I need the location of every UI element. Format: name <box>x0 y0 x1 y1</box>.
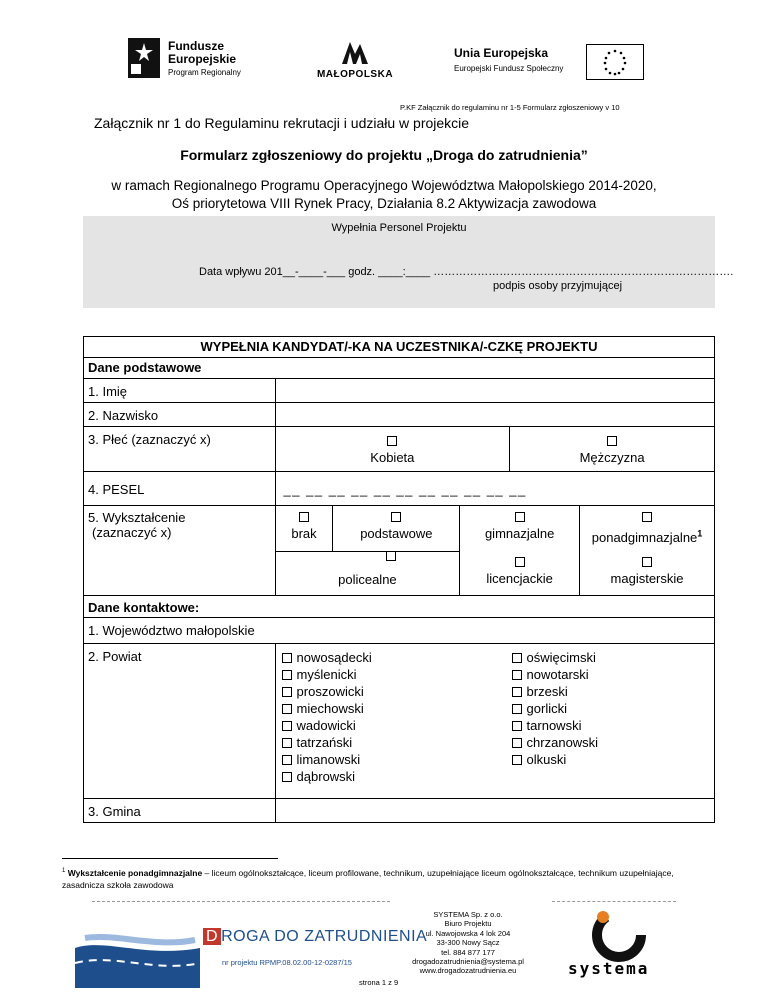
municipality-field[interactable] <box>275 798 714 822</box>
checkbox-edu-none[interactable] <box>299 512 309 522</box>
edu-post-secondary-label: policealne <box>338 571 397 587</box>
road-graphic-icon <box>75 918 200 988</box>
logo-fundusze-europejskie <box>128 38 268 80</box>
sex-female-label: Kobieta <box>370 450 415 465</box>
staff-box-title: Wypełnia Personel Projektu <box>331 222 467 234</box>
county-label-text: nowosądecki <box>296 649 372 665</box>
first-name-label: 1. Imię <box>84 379 276 403</box>
company-line: www.drogadozatrudnienia.eu <box>419 966 517 976</box>
logo-malopolska <box>310 40 400 80</box>
program-line-1: w ramach Regionalnego Programu Operacyjnego Województwa Małopolskiego 2014-2020, <box>111 178 657 193</box>
county-label-text: oświęcimski <box>526 649 596 665</box>
edu-gymnasium-option[interactable] <box>460 506 580 552</box>
county-checkbox[interactable] <box>282 772 292 782</box>
county-label: 2. Powiat <box>84 643 276 798</box>
edu-post-secondary-checkbox-overlay <box>0 0 1 1</box>
pesel-field[interactable]: __ __ __ __ __ __ __ __ __ __ __ <box>275 472 714 506</box>
county-label-text: olkuski <box>526 751 567 767</box>
county-label-text: nowotarski <box>526 666 589 682</box>
sex-female-option[interactable] <box>275 427 510 472</box>
edu-none-option[interactable] <box>275 506 333 552</box>
fe-line2: Europejskie <box>168 52 237 66</box>
signature-label: podpis osoby przyjmującej <box>493 280 623 292</box>
county-checkbox[interactable] <box>512 653 522 663</box>
footnote-ref: 1 <box>697 529 703 539</box>
last-name-field[interactable] <box>275 403 714 427</box>
checkbox-edu-gymnasium[interactable] <box>515 512 525 522</box>
footer-rule-left <box>92 901 390 902</box>
edu-bachelor-label: licencjackie <box>486 571 553 587</box>
fe-line1: Fundusze <box>168 39 224 53</box>
attachment-title: Załącznik nr 1 do Regulaminu rekrutacji i udziału w projekcie <box>94 115 470 131</box>
company-address <box>398 910 538 976</box>
checkbox-edu-upper[interactable] <box>642 512 652 522</box>
checkbox-edu-bachelor[interactable] <box>515 557 525 567</box>
project-logo-text: ROGA DO ZATRUDNIENIA <box>221 928 428 945</box>
section-basic-data: Dane podstawowe <box>84 358 715 379</box>
checkbox-male[interactable] <box>607 436 617 446</box>
county-option[interactable] <box>282 666 372 683</box>
county-option[interactable] <box>282 649 372 666</box>
county-checkbox[interactable] <box>282 738 292 748</box>
county-checkbox[interactable] <box>282 687 292 697</box>
county-label-text: wadowicki <box>296 717 356 733</box>
county-label-text: gorlicki <box>526 700 568 716</box>
county-checkbox[interactable] <box>512 755 522 765</box>
footnote-rule <box>62 858 278 859</box>
county-checkbox[interactable] <box>282 721 292 731</box>
intake-date-field[interactable]: Data wpływu 201__-____-___ godz. ____:____ ………………………………………………………………………. <box>199 266 734 278</box>
county-list-left <box>282 649 372 785</box>
project-logo <box>203 928 427 946</box>
page-number: strona 1 z 9 <box>359 978 399 987</box>
county-option[interactable] <box>512 700 599 717</box>
footnote-number: 1 <box>62 868 66 874</box>
project-number: nr projektu RPMP.08.02.00-12-0287/15 <box>222 958 352 967</box>
county-checkbox[interactable] <box>512 721 522 731</box>
county-option[interactable] <box>282 768 372 785</box>
county-option[interactable] <box>512 751 599 768</box>
form-title: Formularz zgłoszeniowy do projektu „Droga do zatrudnienia” <box>180 147 588 163</box>
edu-upper-label: ponadgimnazjalne$^1$ <box>591 529 703 546</box>
sex-male-option[interactable] <box>510 427 715 472</box>
company-line: SYSTEMA Sp. z o.o. <box>433 910 503 919</box>
project-logo-initial: D <box>203 928 221 945</box>
county-label-text: chrzanowski <box>526 734 599 750</box>
county-checkbox[interactable] <box>282 653 292 663</box>
edu-bachelor-option[interactable] <box>460 551 580 595</box>
company-line: tel. 884 877 177 <box>441 947 495 957</box>
sex-label: 3. Płeć (zaznaczyć x) <box>84 427 276 472</box>
county-checkbox[interactable] <box>512 687 522 697</box>
company-line: ul. Nawojowska 4 lok 204 <box>425 928 511 938</box>
malopolska-mountain-icon <box>340 40 370 64</box>
county-checkbox[interactable] <box>512 738 522 748</box>
county-option[interactable] <box>282 734 372 751</box>
county-option[interactable] <box>282 700 372 717</box>
company-line: drogadozatrudnienia@systema.pl <box>412 957 524 967</box>
fe-star-icon <box>128 38 160 78</box>
section-contact-data: Dane kontaktowe: <box>84 595 715 617</box>
ue-line1: Unia Europejska <box>454 46 549 60</box>
edu-master-label: magisterskie <box>610 571 684 587</box>
footer-rule-right <box>552 901 676 902</box>
county-label-text: proszowicki <box>296 683 364 699</box>
pesel-label: 4. PESEL <box>84 472 276 506</box>
education-label: 5. Wykształcenie <box>88 510 186 525</box>
education-hint: (zaznaczyć x) <box>92 525 172 540</box>
county-checkbox[interactable] <box>282 755 292 765</box>
county-checkbox[interactable] <box>282 670 292 680</box>
footnote-term: Wykształcenie ponadgimnazjalne <box>67 867 203 878</box>
county-label-text: myślenicki <box>296 666 357 682</box>
county-label-text: tatrzański <box>296 734 353 750</box>
county-list-right <box>512 649 599 768</box>
county-label-text: tarnowski <box>526 717 582 733</box>
logo-unia-europejska <box>440 44 660 82</box>
county-option[interactable] <box>512 666 599 683</box>
county-option[interactable] <box>512 649 599 666</box>
doc-reference: P.KF Załącznik do regulaminu nr 1-5 Formularz zgłoszeniowy v 10 <box>400 103 620 112</box>
county-label-text: brzeski <box>526 683 568 699</box>
edu-primary-label: podstawowe <box>360 526 433 541</box>
county-checkbox[interactable] <box>512 704 522 714</box>
county-checkbox[interactable] <box>512 670 522 680</box>
candidate-form <box>83 336 715 823</box>
county-option[interactable] <box>512 717 599 734</box>
first-name-field[interactable] <box>275 379 714 403</box>
staff-box <box>83 216 734 308</box>
ue-line2: Europejski Fundusz Społeczny <box>454 64 564 73</box>
municipality-label: 3. Gmina <box>84 798 276 822</box>
edu-gymnasium-label: gimnazjalne <box>484 526 555 541</box>
county-option[interactable] <box>282 717 372 734</box>
edu-upper-option[interactable] <box>580 506 715 552</box>
edu-none-label: brak <box>291 526 317 541</box>
county-option[interactable] <box>512 734 599 751</box>
malopolska-text: MAŁOPOLSKA <box>316 69 394 80</box>
footnote <box>62 865 712 891</box>
edu-master-option[interactable] <box>580 551 715 595</box>
county-label-text: dąbrowski <box>296 768 356 784</box>
last-name-label: 2. Nazwisko <box>84 403 276 427</box>
company-line: Biuro Projektu <box>444 919 492 929</box>
county-label-text: limanowski <box>296 751 361 767</box>
program-line-2: Oś priorytetowa VIII Rynek Pracy, Działania 8.2 Aktywizacja zawodowa <box>171 196 597 211</box>
edu-primary-option[interactable] <box>333 506 460 552</box>
checkbox-edu-post-secondary[interactable] <box>386 551 396 561</box>
eu-flag-icon <box>586 44 644 80</box>
company-line: 33-300 Nowy Sącz <box>436 938 500 948</box>
sex-male-label: Mężczyzna <box>579 450 645 465</box>
footnote-text: – liceum ogólnokształcące, liceum profilowane, technikum, uzupełniające liceum ogólnokształcące, technikum uzupełniające, zasadnicza szkoła zawodowa <box>62 867 674 890</box>
checkbox-edu-master[interactable] <box>642 557 652 567</box>
edu-post-secondary-option[interactable] <box>275 551 460 595</box>
county-option[interactable] <box>282 751 372 768</box>
county-options <box>275 643 714 798</box>
checkbox-edu-primary[interactable] <box>391 512 401 522</box>
systema-logo-text: systema <box>568 959 650 978</box>
county-option[interactable] <box>512 683 599 700</box>
form-header: WYPEŁNIA KANDYDAT/-KA NA UCZESTNIKA/-CZKĘ PROJEKTU <box>84 337 715 358</box>
voivodeship-label: 1. Województwo małopolskie <box>84 617 715 643</box>
fe-line3: Program Regionalny <box>168 68 241 77</box>
county-checkbox[interactable] <box>282 704 292 714</box>
county-label-text: miechowski <box>296 700 364 716</box>
checkbox-female[interactable] <box>387 436 397 446</box>
county-option[interactable] <box>282 683 372 700</box>
